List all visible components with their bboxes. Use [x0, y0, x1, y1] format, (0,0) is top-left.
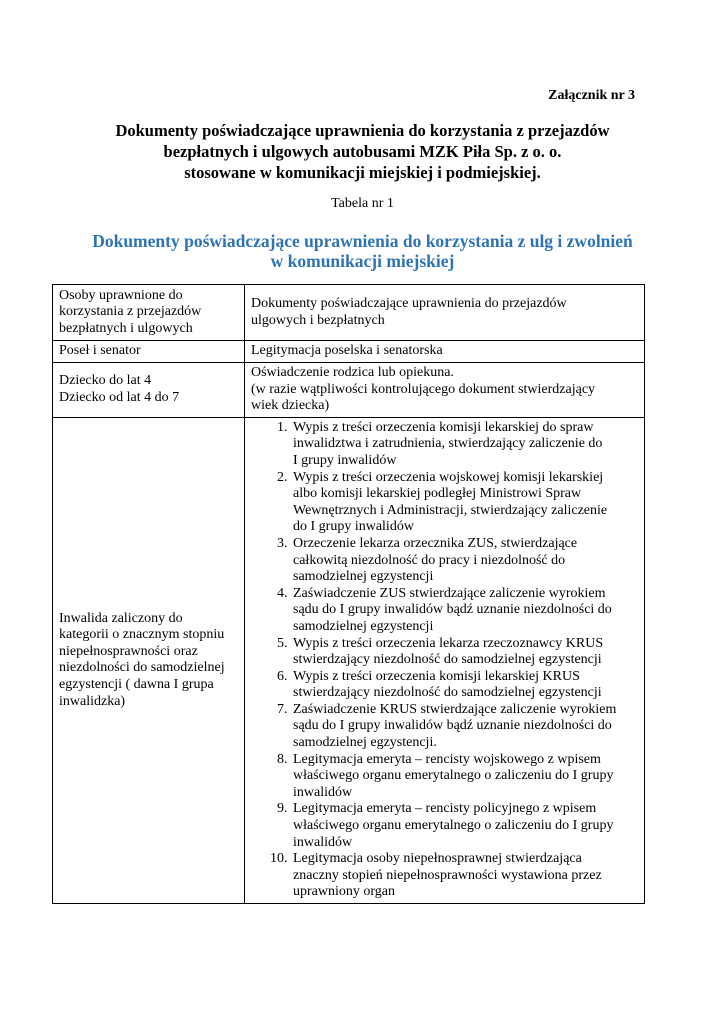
entitlements-table	[52, 284, 645, 904]
subtitle-line-1: Dokumenty poświadczające uprawnienia do korzystania z ulg i zwolnień	[92, 231, 633, 251]
row-person: Dziecko do lat 4 Dziecko od lat 4 do 7	[53, 363, 245, 418]
list-item: 6. Wypis z treści orzeczenia komisji lekarskiej KRUS stwierdzający niezdolność do samodzielnej egzystencji	[291, 669, 638, 702]
list-item: 5. Wypis z treści orzeczenia lekarza rzeczoznawcy KRUS stwierdzający niezdolność do samodzielnej egzystencji	[291, 636, 638, 669]
row-documents: Legitymacja poselska i senatorska	[245, 341, 645, 363]
row-person: Poseł i senator	[53, 341, 245, 363]
list-item: 7. Zaświadczenie KRUS stwierdzające zaliczenie wyrokiem sądu do I grupy inwalidów bądź uznanie niezdolności do samodzielnej egzystencji.	[291, 702, 638, 752]
list-item: 4. Zaświadczenie ZUS stwierdzające zaliczenie wyrokiem sądu do I grupy inwalidów bądź uznanie niezdolności do samodzielnej egzystencji	[291, 586, 638, 636]
header-persons: Osoby uprawnione do korzystania z przejazdów bezpłatnych i ulgowych	[53, 285, 245, 341]
list-item: 3. Orzeczenie lekarza orzecznika ZUS, stwierdzające całkowitą niezdolność do pracy i niezdolność do samodzielnej egzystencji	[291, 536, 638, 586]
list-item: 9. Legitymacja emeryta – rencisty policyjnego z wpisem właściwego organu emerytalnego o zaliczeniu do I grupy inwalidów	[291, 801, 638, 851]
attachment-label: Załącznik nr 3	[548, 88, 635, 103]
table-header-row	[53, 285, 645, 341]
table-label: Tabela nr 1	[331, 196, 394, 211]
document-title	[60, 120, 665, 183]
list-item: 2. Wypis z treści orzeczenia wojskowej komisji lekarskiej albo komisji lekarskiej podległej Ministrowi Spraw Wewnętrznych i Administracji, stwierdzający zaliczenie do I grupy inwalidów	[291, 470, 638, 536]
table-row	[53, 341, 645, 363]
header-documents: Dokumenty poświadczające uprawnienia do przejazdów ulgowych i bezpłatnych	[245, 285, 645, 341]
documents-list	[251, 420, 638, 901]
table-subtitle	[60, 231, 665, 271]
subtitle-line-2: w komunikacji miejskiej	[270, 251, 455, 271]
list-item: 1. Wypis z treści orzeczenia komisji lekarskiej do spraw inwalidztwa i zatrudnienia, stwierdzający zaliczenie do I grupy inwalidów	[291, 420, 638, 470]
row-person: Inwalida zaliczony do kategorii o znacznym stopniu niepełnosprawności oraz niezdolności do samodzielnej egzystencji ( dawna I grupa inwalidzka)	[53, 417, 245, 903]
list-item: 10. Legitymacja osoby niepełnosprawnej stwierdzająca znaczny stopień niepełnosprawności wystawiona przez uprawniony organ	[291, 851, 638, 901]
row-documents: Oświadczenie rodzica lub opiekuna. (w razie wątpliwości kontrolującego dokument stwierdzający wiek dziecka)	[245, 363, 645, 418]
title-line-1: Dokumenty poświadczające uprawnienia do korzystania z przejazdów	[115, 121, 610, 140]
table-row	[53, 417, 645, 903]
row-documents	[245, 417, 645, 903]
list-item: 8. Legitymacja emeryta – rencisty wojskowego z wpisem właściwego organu emerytalnego o zaliczeniu do I grupy inwalidów	[291, 752, 638, 802]
table-row	[53, 363, 645, 418]
title-line-3: stosowane w komunikacji miejskiej i podmiejskiej.	[184, 163, 541, 182]
title-line-2: bezpłatnych i ulgowych autobusami MZK Piła Sp. z o. o.	[163, 142, 562, 161]
